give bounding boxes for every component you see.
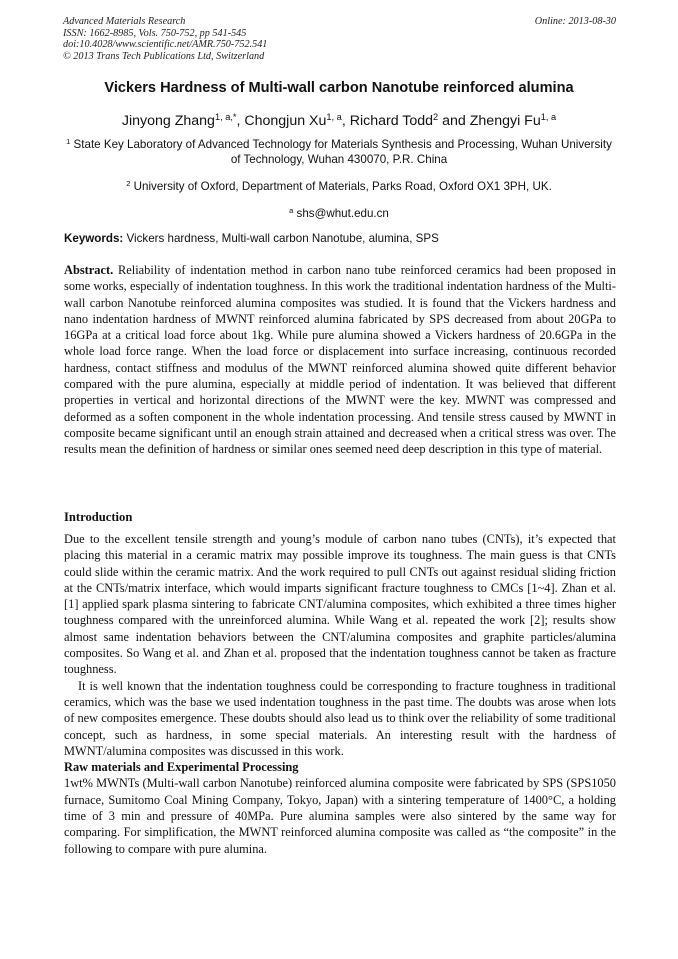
author-list [40,113,638,129]
paper-title: Vickers Hardness of Multi-wall carbon Nanotube reinforced alumina [104,80,574,96]
introduction-paragraph-1: Due to the excellent tensile strength and young’s module of carbon nano tubes (CNTs), it’s expected that placing this material in a ceramic matrix may possible improve its toughness. The main guess is that CNTs could slide within the ceramic matrix. And the work required to pull CNTs out against residual sliding friction at the CNTs/matrix interface, which would imparts significant fracture toughness to CMCs [1~4]. Zhan et al. [1] applied spark plasma sintering to fabricate CNT/alumina composites, which exhibited a three times higher toughness compared with the unreinforced alumina. While Wang et al. repeated the work [2]; results show almost same indentation behaviors between the CNT/alumina composites and graphite particles/alumina composites. So Wang et al. and Zhan et al. proposed that the indentation toughness cannot be taken as fracture toughness. [64,532,616,677]
raw-materials-heading: Raw materials and Experimental Processing [64,760,299,775]
affiliation-1 [60,137,618,167]
affiliation-mark: 1 [66,136,71,146]
online-date: Online: 2013-08-30 [534,16,616,27]
introduction-section [64,531,616,857]
author-separator: , [236,113,245,129]
issn-line: ISSN: 1662-8985, Vols. 750-752, pp 541-545 [63,27,247,39]
author-name: Chongjun Xu [244,113,327,129]
affiliation-mark: 2 [126,178,131,188]
author-affiliation-mark: 1, a [326,111,342,122]
raw-materials-paragraph: 1wt% MWNTs (Multi-wall carbon Nanotube) reinforced alumina composite were fabricated by SPS (SPS1050 furnace, Sumitomo Coal Mining Company, Tokyo, Japan) with a sintering temperature of 1400°C, a holding time of 3 min and pressure of 40MPa. Pure alumina samples were also sintered by the same way for comparing. For simplification, the MWNT reinforced alumina composite was called as “the composite” in the following to compare with pure alumina. [64,776,616,856]
author-affiliation-mark: 1, a,* [214,111,237,122]
abstract-text: Reliability of indentation method in carbon nano tube reinforced ceramics had been proposed in some works, especially of indentation toughness. In this work the traditional indentation hardness of the Multi-wall carbon Nanotube reinforced alumina composites was studied. It is found that the Vickers hardness and nano indentation hardness of MWNT reinforced alumina fabricated by SPS decreased from about 20GPa to 16GPa at a critical load force about 1kg. While pure alumina showed a Vickers hardness of 20.6GPa in the whole load force range. When the load force or displacement into surface increasing, continuous recorded hardness, contact stiffness and modulus of the MWNT reinforced alumina showed quite different behavior compared with the pure alumina, especially at middle period of indentation. It was believed that different properties in vertical and horizontal directions of the MWNT were the key. MWNT was compressed and deformed as a soften component in the whole indentation processing. And tensile stress caused by MWNT in composite became significant until an enough strain attained and decreased when a critical stress was over. The results mean the definition of hardness or similar ones seemed need deep description in this type of material. [64,263,616,457]
author-affiliation-mark: 2 [433,111,439,122]
journal-header [63,16,616,62]
doi-line: doi:10.4028/www.scientific.net/AMR.750-752.541 [63,39,268,50]
author-separator: , [341,113,350,129]
keywords [64,232,616,245]
affiliation-text: State Key Laboratory of Advanced Technology for Materials Synthesis and Processing, Wuhan University of Technology, Wuhan 430070, P.R. China [73,138,612,166]
affiliation-email [60,206,618,221]
keywords-label: Keywords: [64,232,124,245]
keywords-text: Vickers hardness, Multi-wall carbon Nanotube, alumina, SPS [126,232,439,245]
author-separator: and [438,113,470,129]
introduction-paragraph-2: It is well known that the indentation toughness could be corresponding to fracture toughness in traditional ceramics, which was the base we used indentation toughness in the past time. The doubts was arose when lots of new composites emergence. These doubts should also lead us to think over the reliability of some traditional concept, such as hardness, in some special materials. An interesting result with the hardness of MWNT/alumina composites was discussed in this work. [64,678,616,758]
author-name: Jinyong Zhang [121,113,215,129]
abstract-label: Abstract. [64,263,114,277]
author-name: Richard Todd [349,113,434,129]
affiliations [60,137,618,221]
author-name: Zhengyi Fu [469,113,541,129]
author-affiliation-mark: 1, a [540,111,557,122]
affiliation-mark: a [289,205,294,215]
introduction-heading: Introduction [64,510,133,524]
email-address: shs@whut.edu.cn [296,207,389,220]
abstract [64,262,616,458]
affiliation-2 [60,179,618,194]
journal-name: Advanced Materials Research [63,16,186,27]
affiliation-text: University of Oxford, Department of Materials, Parks Road, Oxford OX1 3PH, UK. [133,180,552,193]
copyright-line: © 2013 Trans Tech Publications Ltd, Switzerland [63,50,265,62]
